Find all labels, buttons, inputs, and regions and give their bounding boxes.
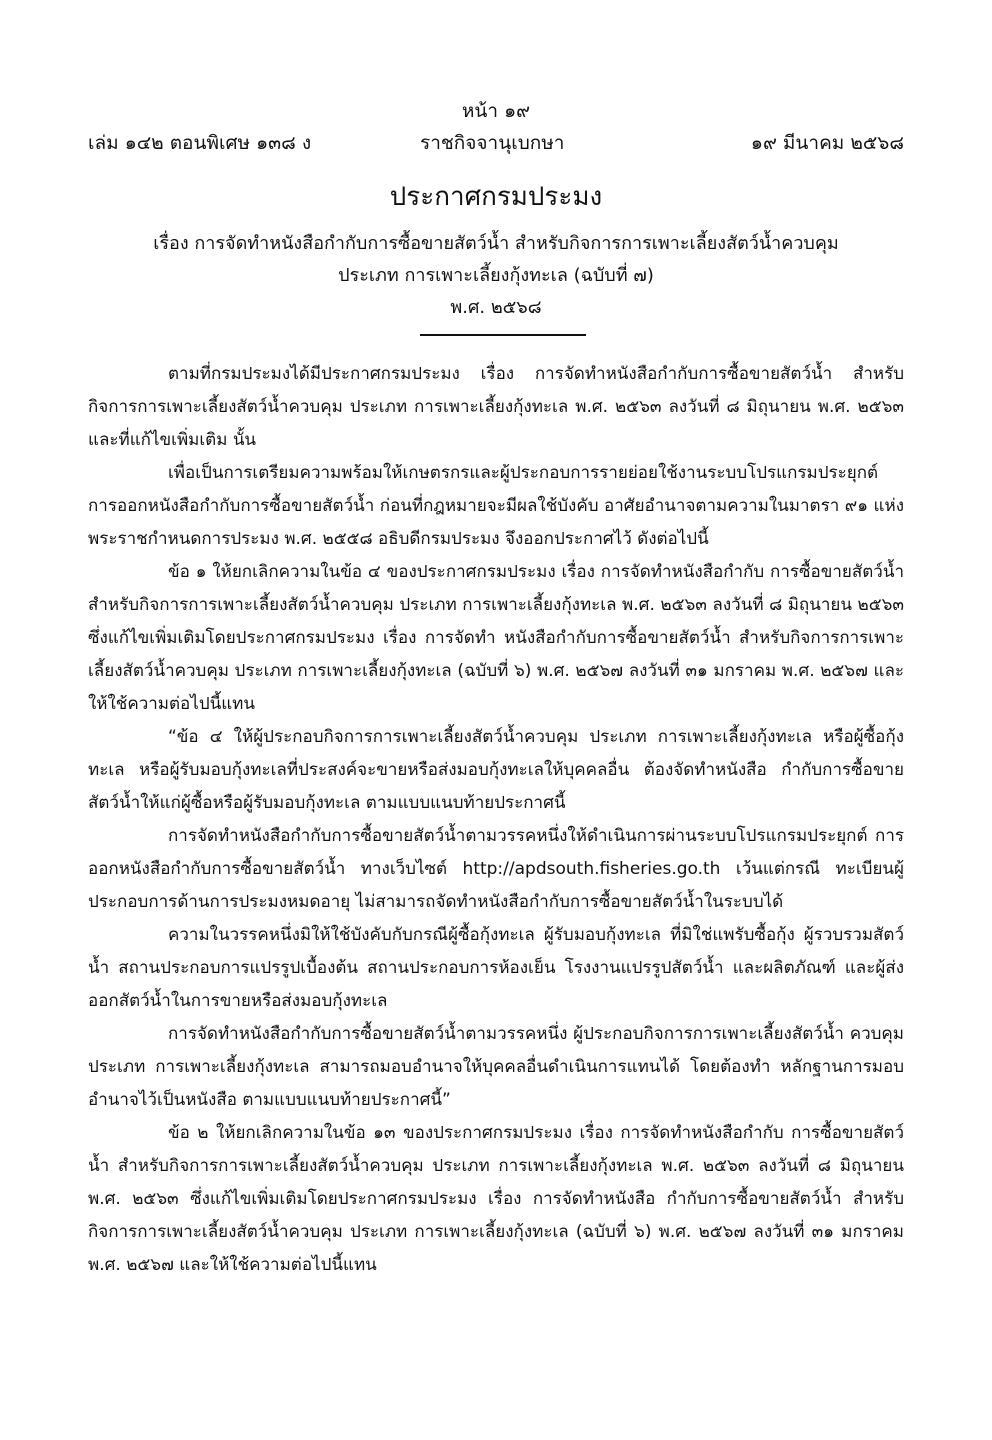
publication-date: ๑๙ มีนาคม ๒๕๖๘ [750,132,904,154]
paragraph-clause-4: “ข้อ ๔ ให้ผู้ประกอบกิจการการเพาะเลี้ยงสัตว์น้ำควบคุม ประเภท การเพาะเลี้ยงกุ้งทะเล หรือผู้ซื้อกุ้งทะเล หรือผู้รับมอบกุ้งทะเลที่ประสงค์จะขายหรือส่งมอบกุ้งทะเลให้บุคคลอื่น ต้องจัดทำหนังสือ กำกับการซื้อขายสัตว์น้ำให้แก่ผู้ซื้อหรือผู้รับมอบกุ้งทะเล ตามแบบแนบท้ายประกาศนี้ [88,727,904,813]
paragraph-clause-4-para-2: การจัดทำหนังสือกำกับการซื้อขายสัตว์น้ำตามวรรคหนึ่งให้ดำเนินการผ่านระบบโปรแกรมประยุกต์ การออกหนังสือกำกับการซื้อขายสัตว์น้ำ ทางเว็บไซต์ http://apdsouth.fisheries.go.th เว้นแต่กรณี ทะเบียนผู้ประกอบการด้านการประมงหมดอายุ ไม่สามารถจัดทำหนังสือกำกับการซื้อขายสัตว์น้ำในระบบได้ [88,826,904,912]
announcement-title: ประกาศกรมประมง [389,182,603,212]
document-body [88,358,904,1282]
paragraph-1: ตามที่กรมประมงได้มีประกาศกรมประมง เรื่อง การจัดทำหนังสือกำกับการซื้อขายสัตว์น้ำ สำหรับกิจการการเพาะเลี้ยงสัตว์น้ำควบคุม ประเภท การเพาะเลี้ยงกุ้งทะเล พ.ศ. ๒๕๖๓ ลงวันที่ ๘ มิถุนายน พ.ศ. ๒๕๖๓ และที่แก้ไขเพิ่มเติม นั้น [88,364,904,450]
subject-line-2: ประเภท การเพาะเลี้ยงกุ้งทะเล (ฉบับที่ ๗) [338,265,654,286]
subject-line-1: เรื่อง การจัดทำหนังสือกำกับการซื้อขายสัตว์น้ำ สำหรับกิจการการเพาะเลี้ยงสัตว์น้ำควบคุม [153,233,839,254]
paragraph-2: เพื่อเป็นการเตรียมความพร้อมให้เกษตรกรและผู้ประกอบการรายย่อยใช้งานระบบโปรแกรมประยุกต์ การออกหนังสือกำกับการซื้อขายสัตว์น้ำ ก่อนที่กฎหมายจะมีผลใช้บังคับ อาศัยอำนาจตามความในมาตรา ๙๑ แห่งพระราชกำหนดการประมง พ.ศ. ๒๕๕๘ อธิบดีกรมประมง จึงออกประกาศไว้ ดังต่อไปนี้ [88,463,904,549]
announcement-subject [0,228,992,324]
publication-name: ราชกิจจานุเบกษา [420,132,565,154]
paragraph-clause-4-para-4: การจัดทำหนังสือกำกับการซื้อขายสัตว์น้ำตามวรรคหนึ่ง ผู้ประกอบกิจการการเพาะเลี้ยงสัตว์น้ำ ควบคุม ประเภท การเพาะเลี้ยงกุ้งทะเล สามารถมอบอำนาจให้บุคคลอื่นดำเนินการแทนได้ โดยต้องทำ หลักฐานการมอบอำนาจไว้เป็นหนังสือ ตามแบบแนบท้ายประกาศนี้” [88,1024,904,1110]
paragraph-clause-4-para-3: ความในวรรคหนึ่งมิให้ใช้บังคับกับกรณีผู้ซื้อกุ้งทะเล ผู้รับมอบกุ้งทะเล ที่มิใช่แพรับซื้อกุ้ง ผู้รวบรวมสัตว์น้ำ สถานประกอบการแปรรูปเบื้องต้น สถานประกอบการห้องเย็น โรงงานแปรรูปสัตว์น้ำ และผลิตภัณฑ์ และผู้ส่งออกสัตว์น้ำในการขายหรือส่งมอบกุ้งทะเล [88,925,904,1011]
page-number: หน้า ๑๙ [461,100,531,122]
title-divider [420,334,586,336]
paragraph-clause-1: ข้อ ๑ ให้ยกเลิกความในข้อ ๔ ของประกาศกรมประมง เรื่อง การจัดทำหนังสือกำกับ การซื้อขายสัตว์น้ำ สำหรับกิจการการเพาะเลี้ยงสัตว์น้ำควบคุม ประเภท การเพาะเลี้ยงกุ้งทะเล พ.ศ. ๒๕๖๓ ลงวันที่ ๘ มิถุนายน ๒๕๖๓ ซึ่งแก้ไขเพิ่มเติมโดยประกาศกรมประมง เรื่อง การจัดทำ หนังสือกำกับการซื้อขายสัตว์น้ำ สำหรับกิจการการเพาะเลี้ยงสัตว์น้ำควบคุม ประเภท การเพาะเลี้ยงกุ้งทะเล (ฉบับที่ ๖) พ.ศ. ๒๕๖๗ ลงวันที่ ๓๑ มกราคม พ.ศ. ๒๕๖๗ และให้ใช้ความต่อไปนี้แทน [88,562,904,714]
volume-issue: เล่ม ๑๔๒ ตอนพิเศษ ๑๓๘ ง [88,132,312,154]
subject-year: พ.ศ. ๒๕๖๘ [450,297,542,318]
paragraph-clause-2: ข้อ ๒ ให้ยกเลิกความในข้อ ๑๓ ของประกาศกรมประมง เรื่อง การจัดทำหนังสือกำกับ การซื้อขายสัตว์น้ำ สำหรับกิจการการเพาะเลี้ยงสัตว์น้ำควบคุม ประเภท การเพาะเลี้ยงกุ้งทะเล พ.ศ. ๒๕๖๓ ลงวันที่ ๘ มิถุนายน พ.ศ. ๒๕๖๓ ซึ่งแก้ไขเพิ่มเติมโดยประกาศกรมประมง เรื่อง การจัดทำหนังสือ กำกับการซื้อขายสัตว์น้ำ สำหรับกิจการการเพาะเลี้ยงสัตว์น้ำควบคุม ประเภท การเพาะเลี้ยงกุ้งทะเล (ฉบับที่ ๖) พ.ศ. ๒๕๖๗ ลงวันที่ ๓๑ มกราคม พ.ศ. ๒๕๖๗ และให้ใช้ความต่อไปนี้แทน [88,1123,904,1275]
gazette-header [88,128,904,158]
